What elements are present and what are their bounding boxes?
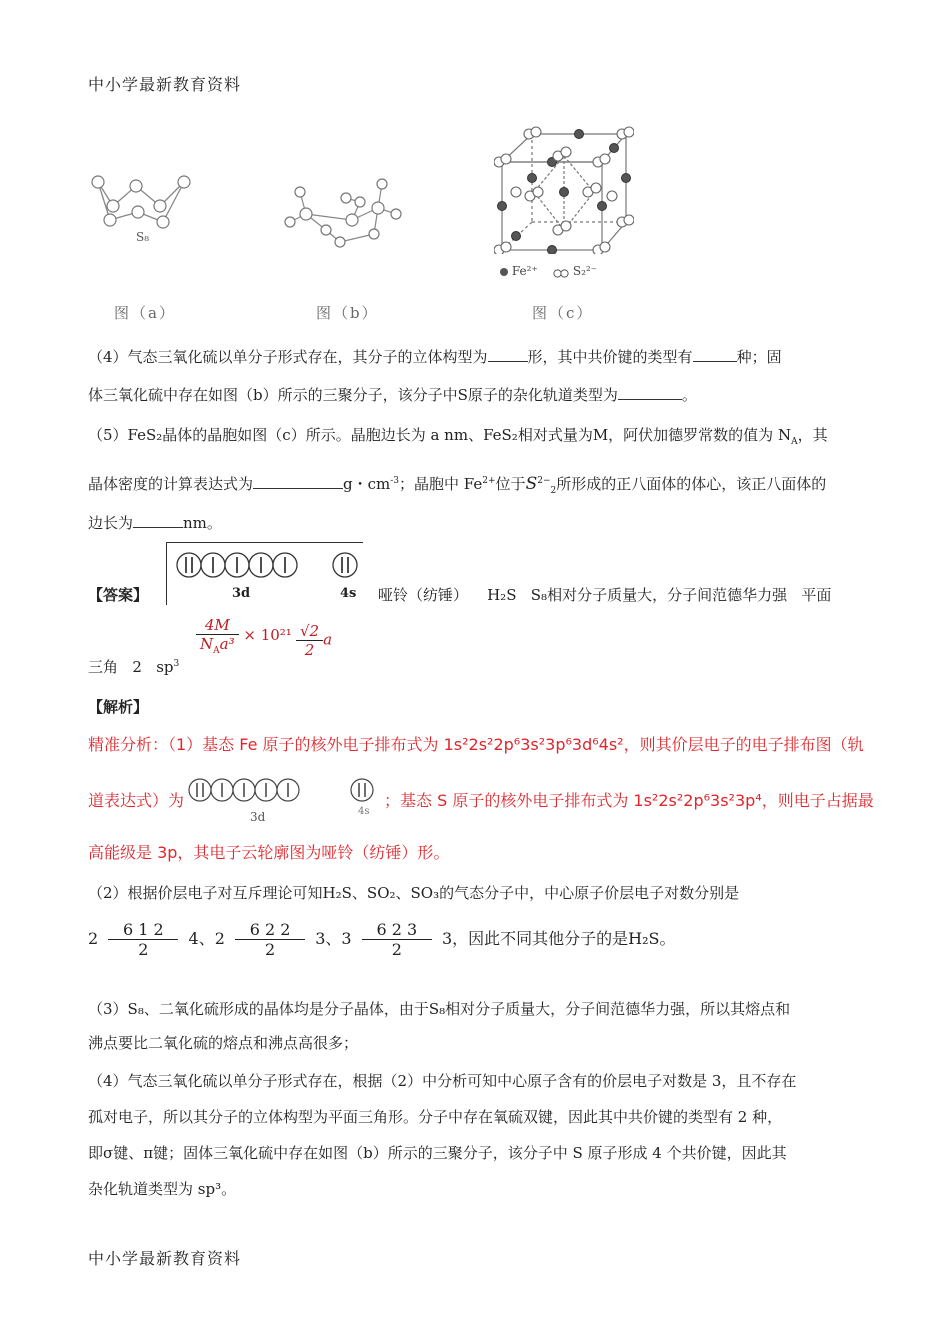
q5-text-e: 位于: [495, 475, 526, 493]
analysis-3d-label: 3d: [250, 810, 266, 824]
figure-c-label: 图（c）: [532, 304, 594, 322]
q4-text-b: 形，其中共价键的类型有: [527, 348, 693, 366]
figure-a-caption: S₈: [136, 230, 150, 244]
frac-a-num: 6 1 2: [108, 920, 178, 940]
frac-tail: 3，因此不同其他分子的是H₂S。: [441, 929, 676, 948]
frac-c-den: 2: [391, 940, 402, 959]
density-denominator: [196, 635, 239, 656]
q5-text-c: 晶体密度的计算表达式为: [88, 475, 254, 493]
answer-4s-label: 4s: [340, 586, 357, 601]
density-den-n: N: [200, 635, 214, 653]
answer-t7-sup: 3: [173, 659, 180, 669]
analysis-p2: （2）根据价层电子对互斥理论可知H₂S、SO₂、SO₃的气态分子中，中心原子价层电子对数分别是: [88, 884, 740, 902]
q5-fe-charge: 2+: [482, 476, 496, 486]
density-numerator: 4M: [196, 616, 239, 635]
figure-c-legend: [500, 264, 597, 278]
q5-ion-sub: 2: [550, 486, 557, 496]
q5-text-b: ，其: [797, 426, 828, 444]
analysis-red-3: 高能级是 3p，其电子云轮廓图为哑铃（纺锤）形。: [88, 843, 450, 862]
blank-shape: [488, 347, 528, 362]
answer-t5: 三角: [88, 658, 119, 676]
answer-density-formula: [196, 616, 292, 656]
frac-c-lead: 3、3: [315, 929, 352, 948]
analysis-red-2b: ；基态 S 原子的核外电子排布式为 1s²2s²2p⁶3s²3p⁴，则电子占据最: [384, 791, 874, 810]
figure-c-unit-cell: [494, 126, 634, 254]
q4-line1: [88, 346, 864, 368]
q5-text-g: 边长为: [88, 514, 134, 532]
frac-a-den: 2: [138, 940, 149, 959]
analysis-p4d: 杂化轨道类型为 sp³。: [88, 1180, 237, 1198]
analysis-red-2: [88, 788, 184, 811]
density-fraction: [196, 616, 239, 656]
q5-text-h: nm。: [183, 514, 222, 532]
legend-fe: Fe²⁺: [511, 264, 538, 278]
blank-density: [253, 474, 343, 489]
answer-t6: 2: [132, 658, 142, 676]
answer-t1: 哑铃（纺锤）: [378, 586, 469, 604]
blank-hybridization: [618, 385, 682, 400]
fe-ion-icon: [500, 268, 508, 276]
q5-sub-a: A: [791, 437, 798, 447]
q4-text-d: 体三氧化硫中存在如图（b）所示的三聚分子，该分子中S原子的杂化轨道类型为: [88, 386, 618, 404]
q4-text-c: 种；固: [736, 348, 782, 366]
q5-text-d: ；晶胞中 Fe: [399, 475, 483, 493]
orbital-boxes-svg: [167, 543, 363, 605]
analysis-p4a: （4）气态三氧化硫以单分子形式存在，根据（2）中分析可知中心原子含有的价层电子对数是 3，且不存在: [88, 1072, 797, 1090]
page-footer: 中小学最新教育资料: [88, 1249, 242, 1268]
analysis-label: 【解析】: [88, 698, 149, 716]
page-header: 中小学最新教育资料: [88, 75, 242, 94]
q5-ion: S: [525, 474, 538, 494]
frac-b: [235, 920, 305, 959]
answer-t3: S₈相对分子质量大，分子间范德华力强: [530, 586, 788, 604]
analysis-p3b: 沸点要比二氧化硫的熔点和沸点高很多；: [88, 1034, 359, 1052]
blank-edge-length: [133, 513, 183, 528]
q5-ion-charge: 2−: [537, 476, 551, 486]
answer-t7: sp: [156, 658, 174, 676]
density-tail: × 10²¹: [243, 626, 292, 644]
edge-denominator: 2: [304, 641, 315, 659]
q5-unit: g・cm: [343, 475, 391, 493]
analysis-4s-label: 4s: [358, 806, 370, 817]
frac-c-num: 6 2 3: [362, 920, 432, 940]
analysis-p4b: 孤对电子，所以其分子的立体构型为平面三角形。分子中存在氧硫双键，因此其中共价键的类型有 2 种，: [88, 1108, 783, 1126]
analysis-red-1: 精准分析：（1）基态 Fe 原子的核外电子排布式为 1s²2s²2p⁶3s²3p⁶3d⁶4s²，则其价层电子的电子排布图（轨: [88, 735, 864, 754]
q4-text-e: 。: [681, 386, 697, 404]
analysis-red-2a: 道表达式）为: [88, 791, 185, 810]
frac-a: [108, 920, 178, 959]
q5-text-a: （5）FeS₂晶体的晶胞如图（c）所示。晶胞边长为 a nm、FeS₂相对式量为M，阿伏加德罗常数的值为 N: [88, 426, 792, 444]
analysis-p4c: 即σ键、π键；固体三氧化硫中存在如图（b）所示的三聚分子，该分子中 S 原子形成 4 个共价键，因此其: [88, 1144, 787, 1162]
q5-unit-sup: -3: [390, 476, 400, 486]
density-den-sub: A: [213, 646, 220, 656]
edge-fraction: [296, 622, 323, 659]
answer-orbital-diagram: [166, 542, 363, 605]
frac-b-num: 6 2 2: [235, 920, 305, 940]
answer-label: 【答案】: [88, 586, 149, 604]
figure-a-label: 图（a）: [114, 304, 176, 322]
answer-t4: 平面: [801, 586, 832, 604]
frac-c: [362, 920, 432, 959]
analysis-orbital-svg: [186, 776, 386, 806]
figure-b-label: 图（b）: [316, 304, 379, 322]
edge-numerator: √2: [296, 622, 323, 641]
frac-b-lead: 4、2: [188, 929, 225, 948]
density-den-a: a³: [219, 635, 235, 653]
legend-s2: S₂²⁻: [572, 264, 598, 278]
answer-3d-label: 3d: [232, 586, 251, 601]
figure-b-trimer: [270, 172, 410, 262]
q4-line2: [88, 384, 864, 406]
frac-a-lead: 2: [88, 929, 99, 948]
analysis-p3a: （3）S₈、二氧化硫形成的晶体均是分子晶体，由于S₈相对分子质量大，分子间范德华力强，所以其熔点和: [88, 1000, 791, 1018]
s2-ion-icon: [553, 267, 569, 276]
q5-line2: [88, 470, 864, 502]
blank-bond-types: [693, 347, 737, 362]
q5-text-f: 所形成的正八面体的体心，该正八面体的: [556, 475, 827, 493]
q5-line3: [88, 512, 864, 534]
q5-line1: [88, 424, 864, 453]
edge-tail: a: [323, 630, 333, 649]
analysis-fraction-row: [88, 920, 675, 959]
answer-t2: H₂S: [487, 586, 517, 604]
answer-line1: [378, 584, 831, 605]
frac-b-den: 2: [264, 940, 276, 959]
q4-text-a: （4）气态三氧化硫以单分子形式存在，其分子的立体构型为: [88, 348, 488, 366]
answer-edge-formula: [296, 622, 332, 659]
answer-line2: [88, 656, 179, 677]
